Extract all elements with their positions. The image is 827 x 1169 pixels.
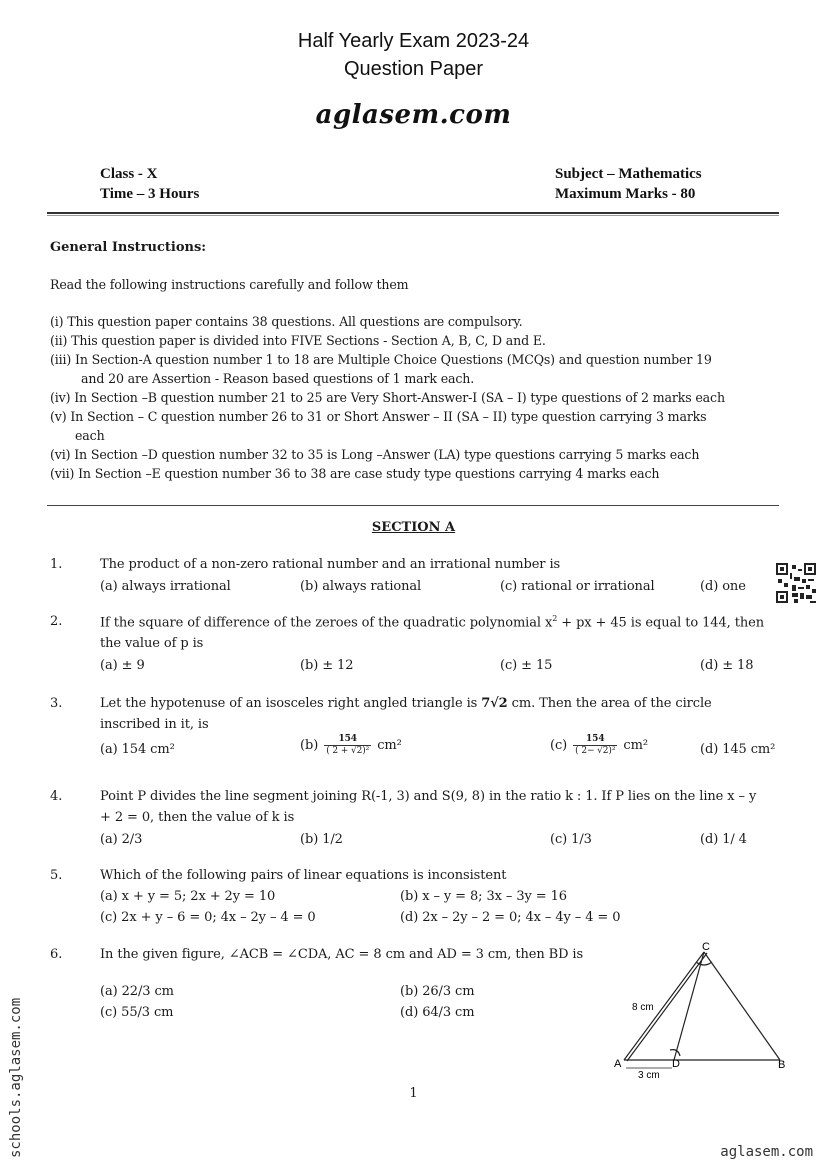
option-d: (d) ± 18	[700, 658, 754, 673]
instruction-item: (iv) In Section –B question number 21 to 25 are Very Short-Answer-I (SA – I) type questions of 2 marks each	[50, 390, 725, 405]
section-heading: SECTION A	[371, 520, 456, 535]
footer-url: aglasem.com	[720, 1144, 813, 1160]
option-b	[300, 734, 402, 757]
option-c: (c) rational or irrational	[500, 579, 655, 594]
option-a: (a) 22/3 cm	[100, 984, 174, 999]
option-a: (a) ± 9	[100, 658, 145, 673]
question-text: Point P divides the line segment joining R(-1, 3) and S(9, 8) in the ratio k : 1. If P lies on the line x – y	[100, 789, 757, 804]
hypotenuse-value: 7√2	[481, 696, 508, 711]
option-b: (b) ± 12	[300, 658, 354, 673]
question-text-part: + px + 45 is equal to 144, then	[557, 615, 764, 631]
option-a: (a) always irrational	[100, 579, 231, 594]
option-c: (c) 1/3	[550, 832, 592, 847]
option-a: (a) 2/3	[100, 832, 143, 847]
label-a: A	[614, 1058, 622, 1070]
option-label: (c)	[550, 738, 568, 753]
question-text	[100, 696, 712, 711]
question-text: The product of a non-zero rational number and an irrational number is	[100, 557, 561, 572]
exponent: 2	[552, 614, 558, 623]
option-unit: cm²	[377, 738, 402, 753]
header-rule-top	[47, 212, 779, 214]
label-b: B	[778, 1059, 786, 1071]
option-d: (d) one	[700, 579, 746, 594]
option-c: (c) ± 15	[500, 658, 553, 673]
instruction-item: (v) In Section – C question number 26 to 31 or Short Answer – II (SA – II) type question carrying 3 marks	[50, 409, 707, 424]
marks-label: Maximum Marks - 80	[555, 186, 696, 202]
fraction-numerator: 154	[573, 734, 617, 746]
question-number: 4.	[50, 789, 63, 804]
instruction-item: (iii) In Section-A question number 1 to 18 are Multiple Choice Questions (MCQs) and question number 19	[50, 352, 712, 367]
option-c: (c) 55/3 cm	[100, 1005, 174, 1020]
option-b: (b) 26/3 cm	[400, 984, 475, 999]
option-c: (c) 2x + y – 6 = 0; 4x – 2y – 4 = 0	[100, 910, 316, 925]
question-number: 1.	[50, 557, 63, 572]
question-text	[100, 614, 764, 630]
question-number: 5.	[50, 868, 63, 883]
fraction	[324, 734, 371, 757]
triangle-figure	[612, 940, 802, 1080]
section-divider	[47, 505, 779, 506]
segment-cd	[674, 952, 704, 1060]
question-text: In the given figure, ∠ACB = ∠CDA, AC = 8 cm and AD = 3 cm, then BD is	[100, 947, 584, 962]
question-text-cont: the value of p is	[100, 636, 204, 651]
time-label: Time – 3 Hours	[100, 186, 200, 202]
instruction-item: each	[75, 428, 105, 443]
page-number: 1	[409, 1086, 418, 1101]
instructions-heading: General Instructions:	[50, 240, 207, 255]
instruction-item: and 20 are Assertion - Reason based questions of 1 mark each.	[81, 371, 475, 386]
fraction-denominator: ( 2− √2)²	[575, 746, 616, 756]
option-label: (b)	[300, 738, 319, 753]
instruction-item: (vi) In Section –D question number 32 to 35 is Long –Answer (LA) type questions carrying 5 marks each	[50, 447, 700, 462]
question-number: 6.	[50, 947, 63, 962]
instruction-item: (i) This question paper contains 38 questions. All questions are compulsory.	[50, 314, 523, 329]
option-d: (d) 1/ 4	[700, 832, 747, 847]
option-a: (a) x + y = 5; 2x + 2y = 10	[100, 889, 276, 904]
question-text-part: cm. Then the area of the circle	[507, 696, 712, 711]
fraction-denominator: ( 2 + √2)²	[326, 746, 370, 756]
fraction	[573, 734, 617, 757]
option-d: (d) 145 cm²	[700, 742, 776, 757]
header-rule-bottom	[47, 215, 779, 216]
question-text: Which of the following pairs of linear equations is inconsistent	[100, 868, 507, 883]
option-b: (b) x – y = 8; 3x – 3y = 16	[400, 889, 567, 904]
label-c: C	[702, 941, 710, 953]
qr-code-icon	[776, 563, 816, 603]
option-b: (b) 1/2	[300, 832, 343, 847]
instruction-item: (vii) In Section –E question number 36 to 38 are case study type questions carrying 4 marks each	[50, 466, 660, 481]
instructions-intro: Read the following instructions carefully and follow them	[50, 277, 409, 292]
paper-subtitle: Question Paper	[344, 58, 483, 80]
question-text-part: If the square of difference of the zeroes of the quadratic polynomial x	[100, 615, 553, 631]
label-ad-length: 3 cm	[638, 1070, 660, 1080]
subject-label: Subject – Mathematics	[555, 166, 702, 182]
label-ac-length: 8 cm	[632, 1002, 654, 1013]
side-watermark-url: schools.aglasem.com	[8, 997, 24, 1158]
option-d: (d) 2x – 2y – 2 = 0; 4x – 4y – 4 = 0	[400, 910, 621, 925]
option-b: (b) always rational	[300, 579, 422, 594]
option-unit: cm²	[623, 738, 648, 753]
question-text-cont: inscribed in it, is	[100, 717, 209, 732]
option-d: (d) 64/3 cm	[400, 1005, 475, 1020]
instruction-item: (ii) This question paper is divided into FIVE Sections - Section A, B, C, D and E.	[50, 333, 546, 348]
question-number: 2.	[50, 614, 63, 629]
exam-title: Half Yearly Exam 2023-24	[297, 30, 530, 52]
side-cb	[704, 952, 780, 1060]
fraction-numerator: 154	[324, 734, 371, 746]
option-c	[550, 734, 648, 757]
question-text-part: Let the hypotenuse of an isosceles right angled triangle is	[100, 696, 482, 711]
question-text-cont: + 2 = 0, then the value of k is	[100, 810, 295, 825]
class-label: Class - X	[100, 166, 158, 182]
option-a: (a) 154 cm²	[100, 742, 175, 757]
brand-logo: aglasem.com	[315, 100, 512, 130]
label-d: D	[672, 1058, 680, 1070]
question-number: 3.	[50, 696, 63, 711]
